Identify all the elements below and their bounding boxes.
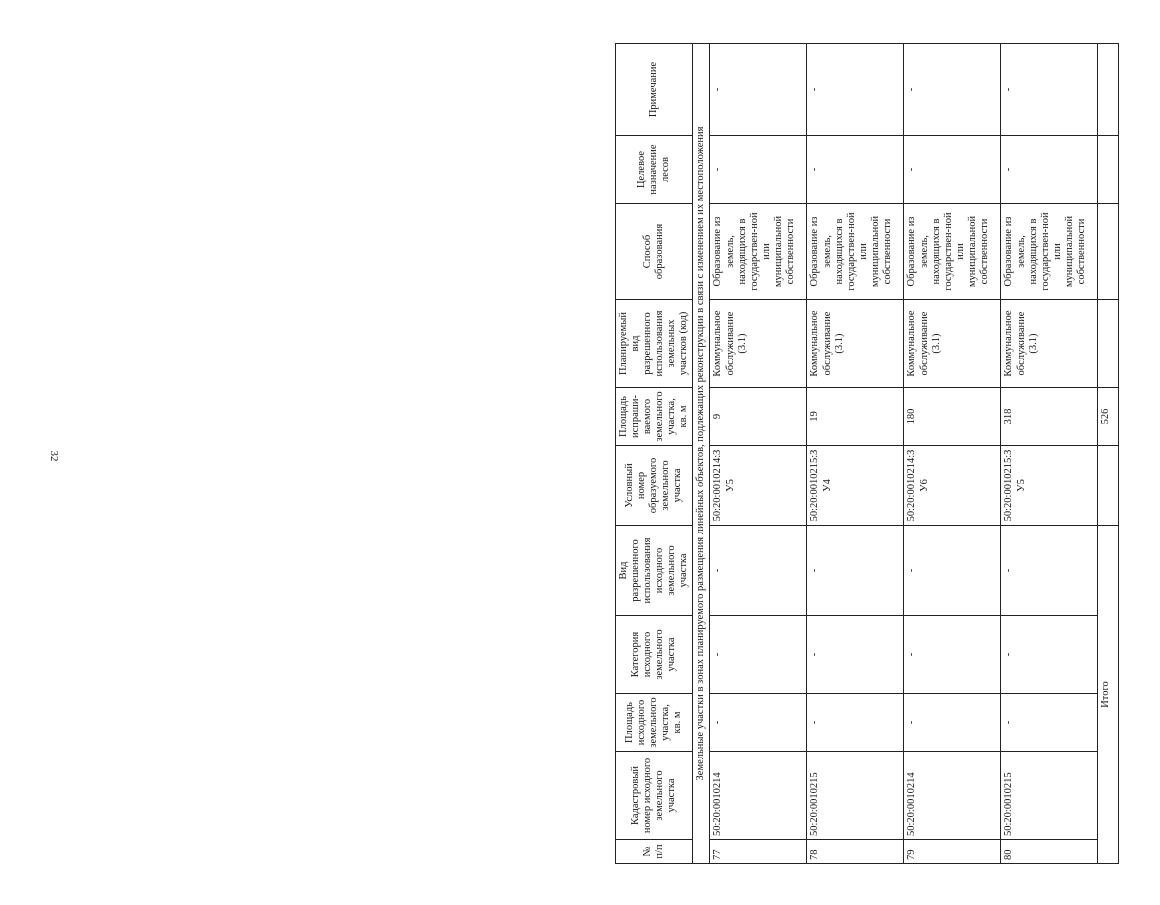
cell-use-src: - <box>1001 526 1098 616</box>
cell-note: - <box>807 44 904 136</box>
total-empty-1 <box>1098 446 1119 526</box>
cell-cond-num: 50:20:0010214:ЗУ6 <box>904 446 1001 526</box>
cell-note: - <box>710 44 807 136</box>
cell-use-src: - <box>807 526 904 616</box>
cell-area-taken: 180 <box>904 388 1001 446</box>
cell-method: Образование из земель, находящихся в государствен-ной или муниципальной собственности <box>710 204 807 300</box>
land-plots-table <box>615 43 1119 864</box>
table-container <box>70 44 1112 864</box>
header-num: № п/п <box>616 840 693 864</box>
cell-num: 77 <box>710 840 807 864</box>
cell-num: 78 <box>807 840 904 864</box>
section-row <box>693 44 710 864</box>
cell-category: - <box>904 616 1001 694</box>
cell-planned-use: Коммунальное обслуживание (3.1) <box>904 300 1001 388</box>
cell-cadastral: 50:20:0010214 <box>904 752 1001 840</box>
header-area-src: Площадь исходного земельного участка, кв. м <box>616 694 693 752</box>
header-note: Примечание <box>616 44 693 136</box>
cell-area-src: - <box>1001 694 1098 752</box>
cell-planned-use: Коммунальное обслуживание (3.1) <box>710 300 807 388</box>
header-forest: Целевое назначение лесов <box>616 136 693 204</box>
header-cond-num: Условный номер образуемого земельного участка <box>616 446 693 526</box>
cell-use-src: - <box>710 526 807 616</box>
cell-method: Образование из земель, находящихся в государствен-ной или муниципальной собственности <box>807 204 904 300</box>
cell-cadastral: 50:20:0010215 <box>1001 752 1098 840</box>
total-empty-2 <box>1098 300 1119 388</box>
cell-category: - <box>1001 616 1098 694</box>
table-row <box>807 44 904 864</box>
header-planned-use: Планируемый вид разрешенного использования земельных участков (код) <box>616 300 693 388</box>
table-row <box>710 44 807 864</box>
header-cadastral: Кадастровый номер исходного земельного участка <box>616 752 693 840</box>
cell-num: 79 <box>904 840 1001 864</box>
cell-area-taken: 9 <box>710 388 807 446</box>
header-row <box>616 44 693 864</box>
total-empty-5 <box>1098 44 1119 136</box>
header-method: Способ образования <box>616 204 693 300</box>
cell-note: - <box>904 44 1001 136</box>
cell-forest: - <box>1001 136 1098 204</box>
cell-cond-num: 50:20:0010214:ЗУ5 <box>710 446 807 526</box>
cell-forest: - <box>904 136 1001 204</box>
cell-category: - <box>710 616 807 694</box>
cell-area-taken: 19 <box>807 388 904 446</box>
cell-area-src: - <box>710 694 807 752</box>
cell-cond-num: 50:20:0010215:ЗУ5 <box>1001 446 1098 526</box>
table-row <box>1001 44 1098 864</box>
cell-note: - <box>1001 44 1098 136</box>
header-area-taken: Площадь испраши-ваемого земельного участка, кв. м <box>616 388 693 446</box>
table-row <box>904 44 1001 864</box>
cell-area-taken: 318 <box>1001 388 1098 446</box>
total-label: Итого <box>1098 526 1119 864</box>
header-use-src: Вид разрешенного использования исходного земельного участка <box>616 526 693 616</box>
cell-num: 80 <box>1001 840 1098 864</box>
cell-use-src: - <box>904 526 1001 616</box>
cell-forest: - <box>710 136 807 204</box>
total-empty-4 <box>1098 136 1119 204</box>
cell-forest: - <box>807 136 904 204</box>
section-title: Земельные участки в зонах планируемого размещения линейных объектов, подлежащих реконструкции в связи с изменением их местоположения <box>693 44 710 864</box>
cell-cond-num: 50:20:0010215:ЗУ4 <box>807 446 904 526</box>
cell-method: Образование из земель, находящихся в государствен-ной или муниципальной собственности <box>1001 204 1098 300</box>
cell-planned-use: Коммунальное обслуживание (3.1) <box>807 300 904 388</box>
total-value: 526 <box>1098 388 1119 446</box>
cell-method: Образование из земель, находящихся в государствен-ной или муниципальной собственности <box>904 204 1001 300</box>
cell-cadastral: 50:20:0010214 <box>710 752 807 840</box>
cell-cadastral: 50:20:0010215 <box>807 752 904 840</box>
cell-planned-use: Коммунальное обслуживание (3.1) <box>1001 300 1098 388</box>
cell-category: - <box>807 616 904 694</box>
total-row <box>1098 44 1119 864</box>
header-category: Категория исходного земельного участка <box>616 616 693 694</box>
total-empty-3 <box>1098 204 1119 300</box>
cell-area-src: - <box>807 694 904 752</box>
page-number: 32 <box>48 450 60 462</box>
cell-area-src: - <box>904 694 1001 752</box>
